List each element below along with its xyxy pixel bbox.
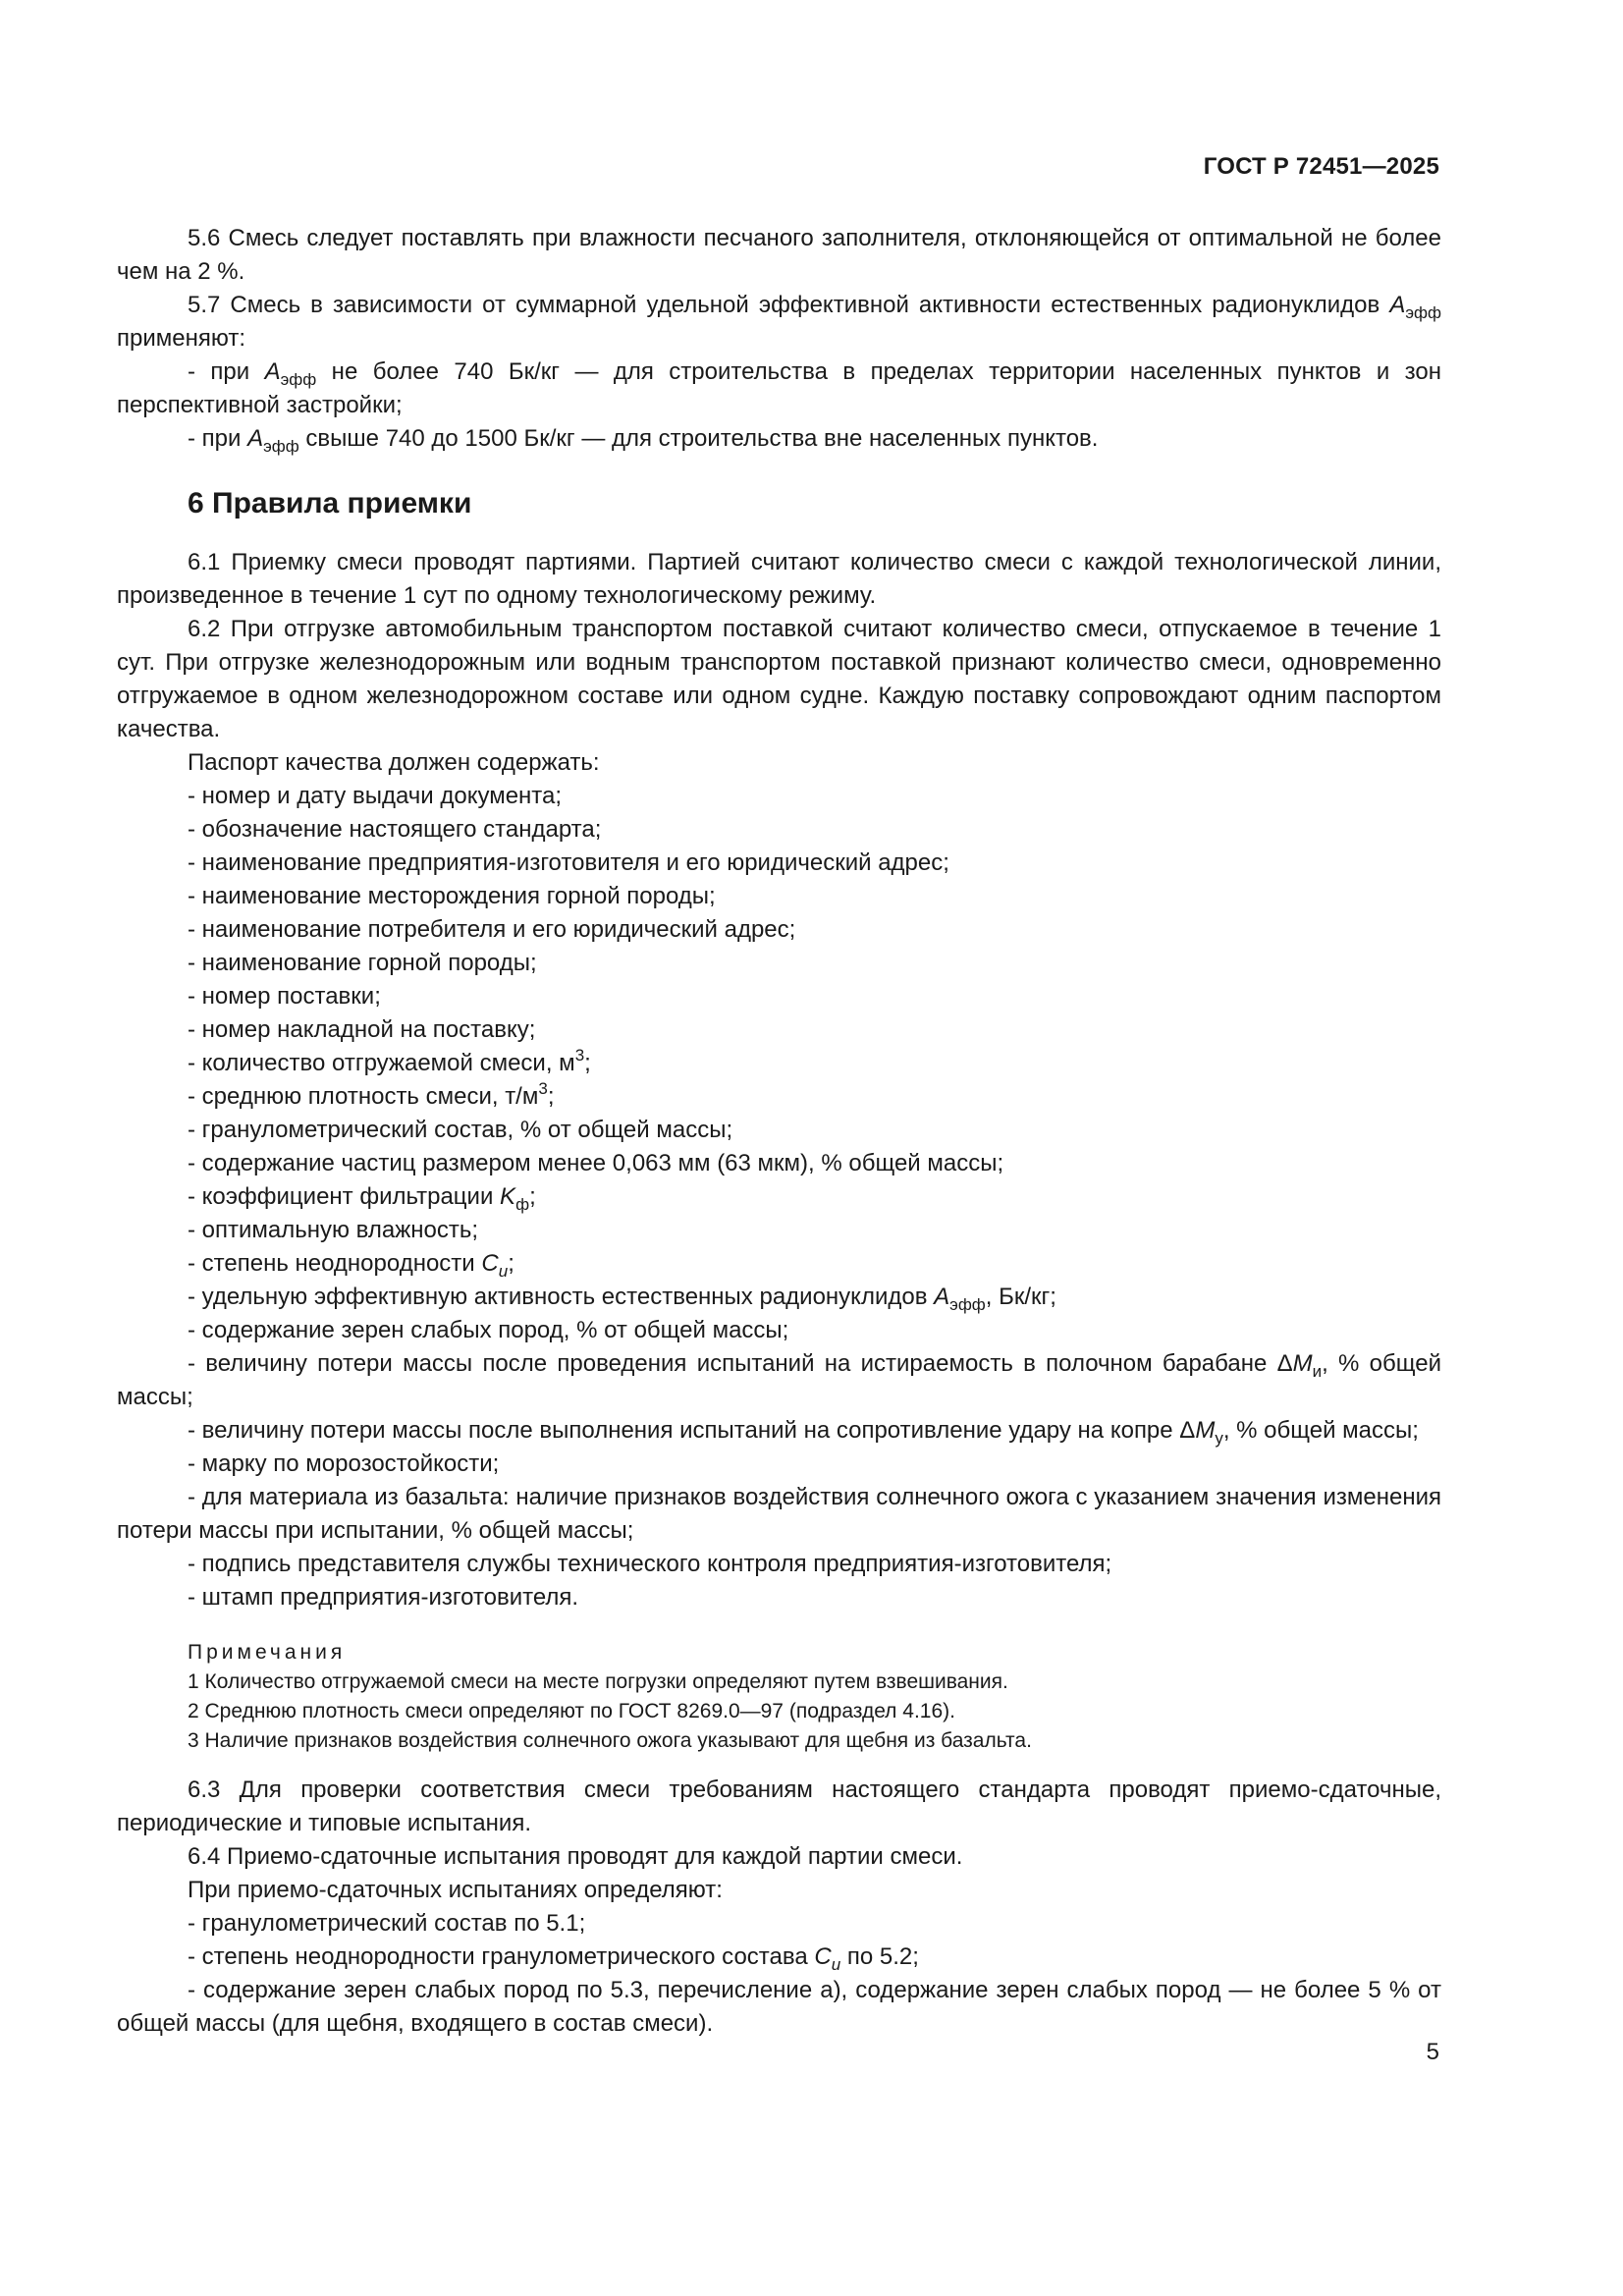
list-item: - степень неоднородности $C_u$; [188, 1250, 514, 1281]
list-item: - наименование месторождения горной породы; [188, 883, 716, 909]
list-item: - штамп предприятия-изготовителя. [188, 1584, 579, 1611]
document-header: ГОСТ Р 72451—2025 [1203, 153, 1439, 180]
list-item: - удельную эффективную активность естественных радионуклидов $A_{эфф}$, Бк/кг; [188, 1284, 1056, 1314]
section-6-title: 6 Правила приемки [188, 487, 472, 519]
tests-intro: При приемо-сдаточных испытаниях определяют: [188, 1877, 723, 1903]
list-item: - для материала из базальта: наличие признаков воздействия солнечного ожога с указанием значения изменения потери массы при испытании, % общей массы; [117, 1484, 1441, 1544]
list-item: - номер поставки; [188, 983, 381, 1010]
page-number: 5 [1426, 2039, 1439, 2065]
list-item: - номер накладной на поставку; [188, 1016, 536, 1043]
list-item: - коэффициент фильтрации $K_ф$; [188, 1183, 536, 1214]
note-item: 2 Среднюю плотность смеси определяют по ГОСТ 8269.0—97 (подраздел 4.16). [188, 1700, 955, 1722]
list-item: - при $A_{эфф}$ свыше 740 до 1500 Бк/кг — для строительства вне населенных пунктов. [188, 425, 1099, 456]
paragraph-5-7: 5.7 Смесь в зависимости от суммарной удельной эффективной активности естественных радионуклидов $A_{эфф}$ применяют: [117, 292, 1441, 352]
list-item: - среднюю плотность смеси, $т/м^3$; [188, 1079, 555, 1110]
list-item: - количество отгружаемой смеси, $м^3$; [188, 1046, 591, 1076]
list-item: - номер и дату выдачи документа; [188, 783, 563, 809]
note-item: 1 Количество отгружаемой смеси на месте погрузки определяют путем взвешивания. [188, 1670, 1008, 1693]
page-body [117, 222, 1441, 2041]
list-item: - гранулометрический состав, % от общей массы; [188, 1117, 733, 1143]
paragraph-6-4: 6.4 Приемо-сдаточные испытания проводят для каждой партии смеси. [188, 1843, 963, 1870]
list-item: - наименование горной породы; [188, 950, 537, 976]
list-item: - содержание зерен слабых пород, % от общей массы; [188, 1317, 789, 1343]
notes-block [117, 1638, 1441, 1756]
list-item: - наименование потребителя и его юридический адрес; [188, 916, 796, 943]
notes-title: Примечания [188, 1641, 347, 1664]
list-item: - марку по морозостойкости; [188, 1450, 500, 1477]
paragraph-6-2: 6.2 При отгрузке автомобильным транспортом поставкой считают количество смеси, отпускаемое в течение 1 сут. При отгрузке железнодорожным или водным транспортом поставкой признают количество смеси, одновременно отгружаемое в одном железнодорожном составе или одном судне. Каждую поставку сопровождают одним паспортом качества. [117, 616, 1441, 742]
list-item: - наименование предприятия-изготовителя и его юридический адрес; [188, 849, 949, 876]
note-item: 3 Наличие признаков воздействия солнечного ожога указывают для щебня из базальта. [188, 1729, 1032, 1752]
list-item: - величину потери массы после проведения испытаний на истираемость в полочном барабане $\Delta M_и$, % общей массы; [117, 1350, 1441, 1410]
paragraph-6-1: 6.1 Приемку смеси проводят партиями. Партией считают количество смеси с каждой технологической линии, произведенное в течение 1 сут по одному технологическому режиму. [117, 549, 1441, 609]
list-item: - подпись представителя службы технического контроля предприятия-изготовителя; [188, 1551, 1112, 1577]
list-item: - при $A_{эфф}$ не более 740 Бк/кг — для строительства в пределах территории населенных пунктов и зон перспективной застройки; [117, 358, 1442, 418]
passport-intro: Паспорт качества должен содержать: [188, 749, 600, 776]
list-item: - величину потери массы после выполнения испытаний на сопротивление удару на копре $\Delta M_у$, % общей массы; [188, 1417, 1419, 1448]
list-item: - гранулометрический состав по 5.1; [188, 1910, 586, 1937]
list-item: - содержание зерен слабых пород по 5.3, перечисление а), содержание зерен слабых пород — не более 5 % от общей массы (для щебня, входящего в состав смеси). [117, 1977, 1441, 2037]
list-item: - содержание частиц размером менее 0,063 мм (63 мкм), % общей массы; [188, 1150, 1004, 1176]
list-item: - оптимальную влажность; [188, 1217, 479, 1243]
paragraph-6-3: 6.3 Для проверки соответствия смеси требованиям настоящего стандарта проводят приемо-сдаточные, периодические и типовые испытания. [117, 1777, 1441, 1836]
list-item: - степень неоднородности гранулометрического состава $C_u$ по 5.2; [188, 1943, 919, 1974]
paragraph-5-6: 5.6 Смесь следует поставлять при влажности песчаного заполнителя, отклоняющейся от оптимальной не более чем на 2 %. [117, 225, 1441, 285]
list-item: - обозначение настоящего стандарта; [188, 816, 602, 843]
